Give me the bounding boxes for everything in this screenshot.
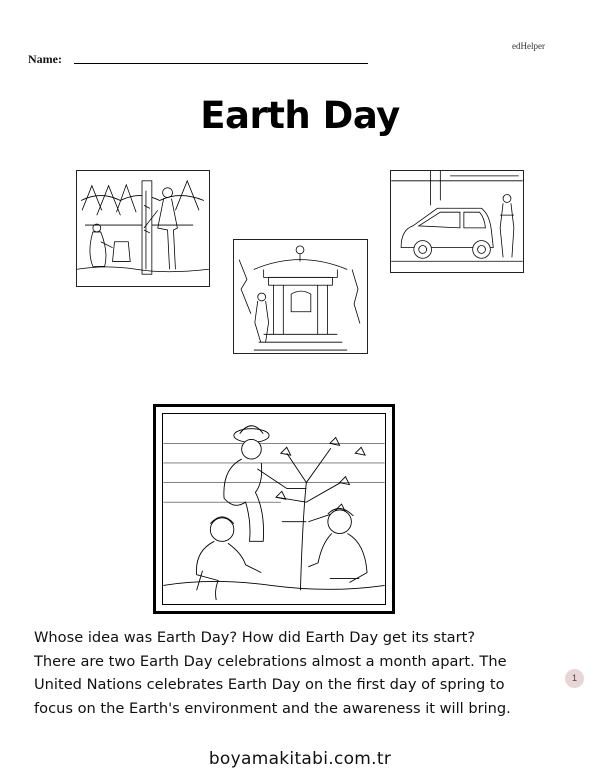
- main-illustration-frame: [153, 404, 395, 614]
- page-number-badge: 1: [565, 669, 584, 688]
- car-illustration: [390, 170, 524, 273]
- main-illustration: [162, 413, 386, 605]
- paragraph-line: Whose idea was Earth Day? How did Earth Day get its start?: [34, 629, 476, 646]
- paragraph-line: There are two Earth Day celebrations almost a month apart. The: [34, 652, 507, 670]
- pagoda-drawing: [234, 240, 367, 353]
- forest-planting-drawing: [77, 171, 209, 286]
- footer-website: boyamakitabi.com.tr: [208, 749, 392, 769]
- car-drawing: [391, 171, 523, 272]
- body-paragraph: [34, 626, 574, 720]
- children-planting-drawing: [163, 414, 385, 604]
- name-write-line: [74, 63, 368, 64]
- paragraph-line: focus on the Earth's environment and the awareness it will bring.: [34, 699, 511, 717]
- forest-planting-illustration: [76, 170, 210, 287]
- pagoda-illustration: [233, 239, 368, 354]
- page-title: Earth Day: [200, 94, 400, 137]
- brand-label: edHelper: [512, 41, 545, 51]
- paragraph-line: United Nations celebrates Earth Day on the first day of spring to: [34, 676, 505, 693]
- name-label: Name:: [28, 52, 62, 66]
